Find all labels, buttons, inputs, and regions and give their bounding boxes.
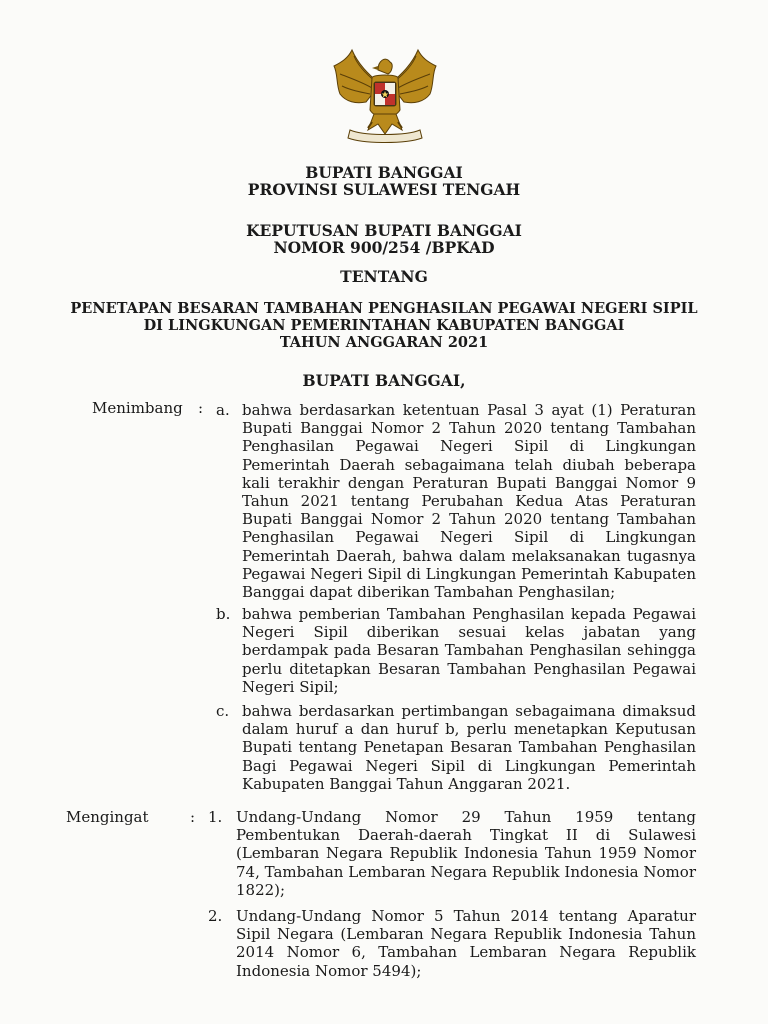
issuer-line-2: PROVINSI SULAWESI TENGAH [247, 180, 521, 199]
decree-subject-line-1: PENETAPAN BESARAN TAMBAHAN PENGHASILAN PEGAWAI NEGERI SIPIL [70, 300, 698, 317]
decree-title: KEPUTUSAN BUPATI BANGGAI [246, 221, 522, 240]
issuer-line-1: BUPATI BANGGAI [305, 163, 463, 182]
menimbang-colon: : [198, 399, 204, 417]
mengingat-label: Mengingat [66, 808, 149, 826]
mengingat-item-2-marker: 2. [208, 907, 223, 925]
menimbang-item-a: bahwa berdasarkan ketentuan Pasal 3 ayat (1) Peraturan Bupati Banggai Nomor 2 Tahun 2020 tentang Tambahan Penghasilan Pegawai Negeri Sipil di Lingkungan Pemerintah Daerah sebagaimana telah diubah beberapa kali terakhir dengan Peraturan Bupati Banggai Nomor 9 Tahun 2021 tentang Perubahan Kedua Atas Peraturan Bupati Banggai Nomor 2 Tahun 2020 tentang Tambahan Penghasilan Pegawai Negeri Sipil di Lingkungan Pemerintah Daerah, bahwa dalam melaksanakan tugasnya Pegawai Negeri Sipil di Lingkungan Pemerintah Kabupaten Banggai dapat diberikan Tambahan Penghasilan; [242, 401, 696, 602]
mengingat-item-1: Undang-Undang Nomor 29 Tahun 1959 tentang Pembentukan Daerah-daerah Tingkat II di Sulawesi (Lembaran Negara Republik Indonesia Tahun 1959 Nomor 74, Tambahan Lembaran Negara Republik Indonesia Nomor 1822); [236, 808, 696, 899]
decree-number: NOMOR 900/254 /BPKAD [273, 238, 495, 257]
decree-subject-line-2: DI LINGKUNGAN PEMERINTAHAN KABUPATEN BANGGAI [143, 317, 625, 334]
menimbang-label: Menimbang [92, 399, 183, 417]
menimbang-item-b-marker: b. [216, 605, 231, 623]
menimbang-item-c: bahwa berdasarkan pertimbangan sebagaimana dimaksud dalam huruf a dan huruf b, perlu menetapkan Keputusan Bupati tentang Penetapan Besaran Tambahan Penghasilan Bagi Pegawai Negeri Sipil di Lingkungan Pemerintah Kabupaten Banggai Tahun Anggaran 2021. [242, 702, 696, 793]
garuda-emblem-icon [328, 44, 442, 146]
decree-about: TENTANG [340, 267, 428, 286]
mengingat-item-2: Undang-Undang Nomor 5 Tahun 2014 tentang Aparatur Sipil Negara (Lembaran Negara Republik Indonesia Tahun 2014 Nomor 6, Tambahan Lembaran Negara Republik Indonesia Nomor 5494); [236, 907, 696, 980]
mengingat-item-1-marker: 1. [208, 808, 223, 826]
menimbang-item-a-marker: a. [216, 401, 230, 419]
mengingat-colon: : [190, 808, 196, 826]
menimbang-item-b: bahwa pemberian Tambahan Penghasilan kepada Pegawai Negeri Sipil diberikan sesuai kelas jabatan yang berdampak pada Besaran Tambahan Penghasilan sehingga perlu ditetapkan Besaran Tambahan Penghasilan Pegawai Negeri Sipil; [242, 605, 696, 696]
menimbang-item-c-marker: c. [216, 702, 230, 720]
decree-subject-line-3: TAHUN ANGGARAN 2021 [279, 334, 489, 351]
decree-authority: BUPATI BANGGAI, [302, 371, 466, 390]
